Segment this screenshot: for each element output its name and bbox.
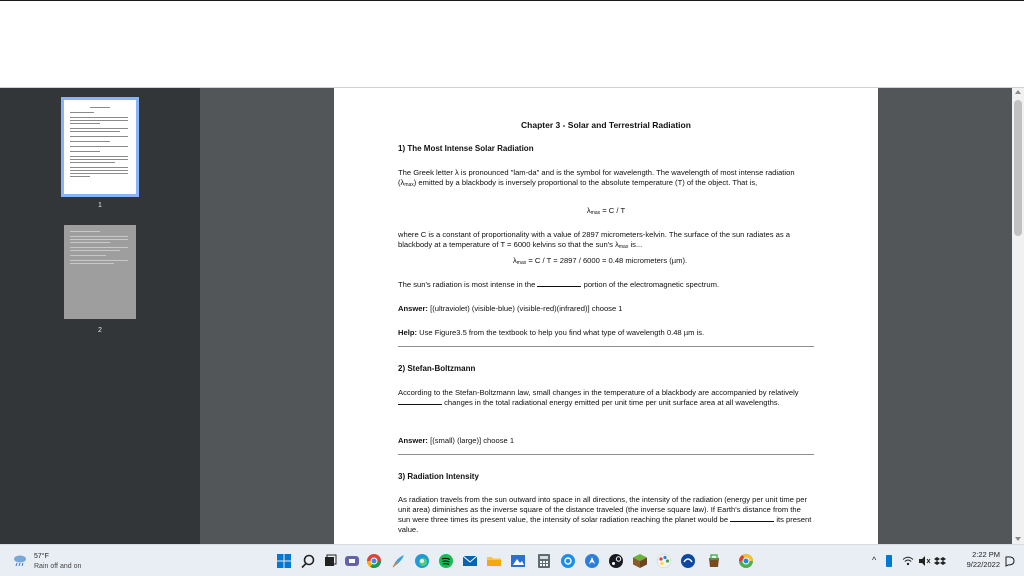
scroll-down-arrow-icon[interactable]	[1015, 537, 1021, 541]
weather-description: Rain off and on	[34, 563, 82, 570]
section-1-paragraph-1: The Greek letter λ is pronounced "lam-da" and is the symbol for wavelength. The wavelength of most intense radiation $(\lambda_{max})$ emitted by a blackbody is inversely proportional to the absolute temperature (T) of the object. That is,	[398, 168, 795, 188]
chrome-canary-icon[interactable]	[738, 553, 754, 569]
document-page	[334, 88, 878, 544]
windows-start-icon[interactable]	[276, 553, 292, 569]
search-icon[interactable]	[300, 553, 316, 569]
section-divider-2	[398, 454, 814, 455]
section-divider-1	[398, 346, 814, 347]
page-thumbnail-1[interactable]	[64, 100, 136, 194]
weather-widget[interactable]	[10, 550, 130, 574]
notification-icon[interactable]	[1004, 555, 1016, 567]
calculator-icon[interactable]	[536, 553, 552, 569]
rain-cloud-icon	[12, 554, 28, 566]
equation-2: $\lambda_{max} = C / T = 2897 / 6000 = 0.48$ micrometers (µm).	[513, 256, 688, 266]
edge-icon[interactable]	[414, 553, 430, 569]
page-thumbnail-2[interactable]	[64, 225, 136, 319]
photo-app-icon[interactable]	[510, 553, 526, 569]
system-clock[interactable]	[948, 550, 1000, 570]
feather-app-icon[interactable]	[390, 553, 406, 569]
scroll-up-arrow-icon[interactable]	[1015, 90, 1021, 94]
question-1: The sun's radiation is most intense in the portion of the electromagnetic spectrum.	[398, 280, 720, 289]
media-app-icon[interactable]	[680, 553, 696, 569]
file-explorer-icon[interactable]	[486, 553, 502, 569]
wifi-icon[interactable]	[902, 555, 914, 567]
weather-temperature: 57°F	[34, 553, 49, 560]
answer-blank-1	[537, 280, 581, 287]
taskbar	[0, 544, 1024, 576]
scroll-thumb[interactable]	[1014, 100, 1022, 236]
answer-2: Answer: [(small) (large)] choose 1	[398, 436, 515, 445]
equation-1: $\lambda_{max} = C / T$	[586, 206, 626, 216]
section-2-paragraph: According to the Stefan-Boltzmann law, small changes in the temperature of a blackbody are accompanied by relatively changes in the total radiational energy emitted per unit time per unit surface area at all wavelengths.	[398, 388, 799, 407]
chrome-icon[interactable]	[366, 553, 382, 569]
help-1: Help: Use Figure3.5 from the textbook to help you find what type of wavelength 0.48 µm is.	[398, 328, 705, 337]
tray-chevron-icon[interactable]: ^	[872, 555, 877, 565]
answer-blank-3	[730, 515, 774, 522]
window-top-area	[0, 0, 1024, 88]
dropbox-icon[interactable]	[934, 555, 946, 567]
page-number-2: 2	[98, 327, 102, 334]
section-2-heading: 2) Stefan-Boltzmann	[398, 364, 476, 373]
section-3-paragraph: As radiation travels from the sun outward into space in all directions, the intensity of the radiation (energy per unit time per unit area) diminishes as the inverse square of the distance traveled (the inverse square law). If Earth's distance from the sun were three times its present value, the intensity of solar radiation reaching the planet would be its present value.	[398, 495, 812, 534]
spotify-icon[interactable]	[438, 553, 454, 569]
paint-app-icon[interactable]	[656, 553, 672, 569]
answer-1: Answer: [(ultraviolet) (visible-blue) (visible-red)(infrared)] choose 1	[398, 304, 623, 313]
minecraft-icon[interactable]	[632, 553, 648, 569]
store-app-icon[interactable]	[706, 553, 722, 569]
answer-blank-2	[398, 398, 442, 405]
task-view-icon[interactable]	[322, 553, 338, 569]
chat-icon[interactable]	[344, 553, 360, 569]
section-1-paragraph-2: where C is a constant of proportionality with a value of 2897 micrometers-kelvin. The surface of the sun radiates as a blackbody at a temperature of T = 6000 kelvins so that the sun's $\lambda_{max}$ is...	[398, 230, 790, 250]
section-3-heading: 3) Radiation Intensity	[398, 472, 479, 481]
volume-icon[interactable]	[918, 555, 932, 567]
pdf-viewer	[0, 88, 1024, 544]
battery-icon[interactable]	[884, 554, 894, 568]
navigation-app-icon[interactable]	[584, 553, 600, 569]
clock-date: 9/22/2022	[966, 560, 1000, 569]
doc-title: Chapter 3 - Solar and Terrestrial Radiation	[521, 120, 691, 130]
vertical-scrollbar[interactable]	[1012, 88, 1024, 544]
clock-time: 2:22 PM	[972, 550, 1000, 559]
mail-icon[interactable]	[462, 553, 478, 569]
page-number-1: 1	[98, 202, 102, 209]
settings-app-icon[interactable]	[560, 553, 576, 569]
thumbnail-sidebar	[0, 88, 200, 544]
steam-icon[interactable]	[608, 553, 624, 569]
section-1-heading: 1) The Most Intense Solar Radiation	[398, 144, 534, 153]
